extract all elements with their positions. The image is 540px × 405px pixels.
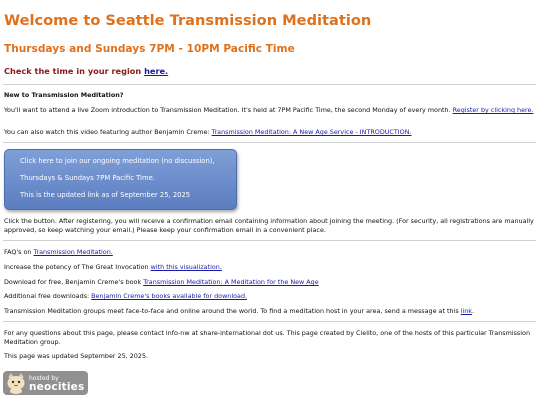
invocation-link[interactable]: with this visualization. [150,263,222,271]
check-time-link[interactable]: here. [144,66,169,76]
invocation-text: Increase the potency of The Great Invocation [4,263,151,271]
downloads-line [4,292,536,301]
registration-instructions: Click the button. After registering, you will receive a confirmation email containing information about joining the meeting. (For security, all registrations are manually approved, so keep watching your email.) Please keep your confirmation email in a convenient place. [4,217,534,234]
updated-note: This page was updated September 25, 2025. [4,352,149,360]
neocities-cat-icon [5,372,27,394]
groups-text: Transmission Meditation groups meet face-to-face and online around the world. To find a meditation host in your area, send a message at this [4,307,461,315]
groups-line [4,307,536,316]
badge-neocities: neocities [29,381,85,393]
schedule-heading: Thursdays and Sundays 7PM - 10PM Pacific Time [4,43,295,55]
invocation-line [4,263,536,272]
groups-suffix: . [472,307,475,315]
zoom-intro-paragraph [4,106,536,115]
intro-heading: New to Transmission Meditation? [4,91,124,99]
join-button-line-3: This is the updated link as of September 25, 2025 [20,191,191,199]
badge-hosted-by: hosted by [29,375,59,382]
video-paragraph [4,128,536,137]
video-link[interactable]: Transmission Meditation: A New Age Service - INTRODUCTION. [211,128,412,136]
faq-text: FAQ's on [4,248,34,256]
divider [3,84,536,85]
check-time-text: Check the time in your region [4,66,145,76]
join-button-line-1: Click here to join our ongoing meditation (no discussion), [20,157,215,165]
faq-link[interactable]: Transmission Meditation. [33,248,113,256]
downloads-link[interactable]: Benjamin Creme's books available for download. [91,292,248,300]
check-time-line [4,66,168,76]
join-meditation-button[interactable] [4,149,237,210]
divider [3,142,536,143]
divider [3,240,536,241]
register-link[interactable]: Register by clicking here. [452,106,534,114]
divider [3,321,536,322]
neocities-badge[interactable] [3,371,88,395]
badge-text [29,375,84,391]
zoom-intro-text: You'll want to attend a live Zoom introduction to Transmission Meditation. It's held at 7PM Pacific Time, the second Monday of every month. [4,106,453,114]
book-text: Download for free, Benjamin Creme's book [4,278,144,286]
video-text: You can also watch this video featuring author Benjamin Creme: [4,128,212,136]
page-title: Welcome to Seattle Transmission Meditation [4,12,372,29]
downloads-text: Additional free downloads: [4,292,92,300]
faq-line [4,248,536,257]
contact-paragraph: For any questions about this page, please contact info-nw at share-international dot us. This page created by Cielito, one of the hosts of this particular Transmission Meditation group. [4,329,530,346]
join-button-line-2: Thursdays & Sundays 7PM Pacific Time. [20,174,155,182]
groups-link[interactable]: link [460,307,472,315]
book-link[interactable]: Transmission Meditation: A Meditation for the New Age [143,278,319,286]
book-line [4,278,536,287]
